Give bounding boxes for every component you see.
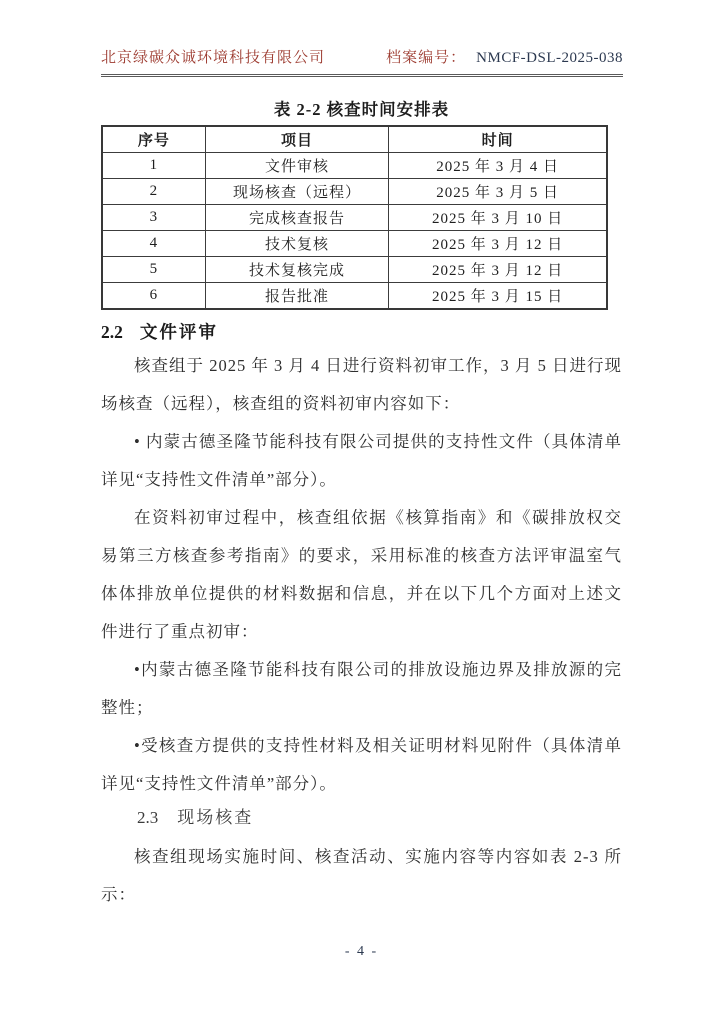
cell-no: 6 [102,283,205,310]
table-row [102,205,607,231]
cell-item: 现场核查（远程） [205,179,389,205]
section-number: 2.3 [137,808,159,827]
cell-item: 报告批准 [205,283,389,310]
table-title: 表 2-2 核查时间安排表 [273,100,450,119]
verification-schedule-table [101,125,608,310]
header-company-name: 北京绿碳众诚环境科技有限公司 [101,50,326,66]
cell-item: 技术复核完成 [205,257,389,283]
cell-item: 完成核查报告 [205,205,389,231]
bullet-evidence-materials: •受核查方提供的支持性材料及相关证明材料见附件（具体清单详见“支持性文件清单”部分）。 [101,736,622,793]
paragraph-intro: 核查组于 2025 年 3 月 4 日进行资料初审工作，3 月 5 日进行现场核查（远程），核查组的资料初审内容如下： [101,356,622,413]
cell-no: 4 [102,231,205,257]
cell-item: 技术复核 [205,231,389,257]
section-title: 文件评审 [139,322,218,342]
table-row [102,153,607,179]
table-row [102,257,607,283]
cell-time: 2025 年 3 月 12 日 [389,231,607,257]
header-file-number [386,46,623,67]
page-number: - 4 - [344,944,379,959]
col-header-time: 时间 [389,126,607,153]
cell-time: 2025 年 3 月 12 日 [389,257,607,283]
cell-time: 2025 年 3 月 4 日 [389,153,607,179]
document-content [101,88,622,914]
col-header-item: 项目 [205,126,389,153]
table-row [102,231,607,257]
bullet-supporting-docs: • 内蒙古德圣隆节能科技有限公司提供的支持性文件（具体清单详见“支持性文件清单”部分）。 [101,432,622,489]
table-row [102,179,607,205]
paragraph-review-process: 在资料初审过程中，核查组依据《核算指南》和《碳排放权交易第三方核查参考指南》的要求，采用标准的核查方法评审温室气体体排放单位提供的材料数据和信息，并在以下几个方面对上述文件进行了重点初审： [101,508,622,641]
table-header-row [102,126,607,153]
cell-no: 5 [102,257,205,283]
table-row [102,283,607,310]
cell-no: 3 [102,205,205,231]
file-number-value: NMCF-DSL-2025-038 [476,50,623,66]
cell-no: 1 [102,153,205,179]
section-title: 现场核查 [177,808,254,827]
cell-no: 2 [102,179,205,205]
section-heading-2-2 [101,319,622,345]
cell-time: 2025 年 3 月 10 日 [389,205,607,231]
section-number: 2.2 [101,322,123,342]
bullet-boundary-completeness: •内蒙古德圣隆节能科技有限公司的排放设施边界及排放源的完整性； [101,660,622,717]
paragraph-onsite-intro: 核查组现场实施时间、核查活动、实施内容等内容如表 2-3 所示： [101,847,622,904]
page-header [101,46,623,77]
col-header-no: 序号 [102,126,205,153]
section-heading-2-3 [137,806,622,830]
cell-item: 文件审核 [205,153,389,179]
cell-time: 2025 年 3 月 15 日 [389,283,607,310]
cell-time: 2025 年 3 月 5 日 [389,179,607,205]
file-number-label: 档案编号： [386,50,467,66]
